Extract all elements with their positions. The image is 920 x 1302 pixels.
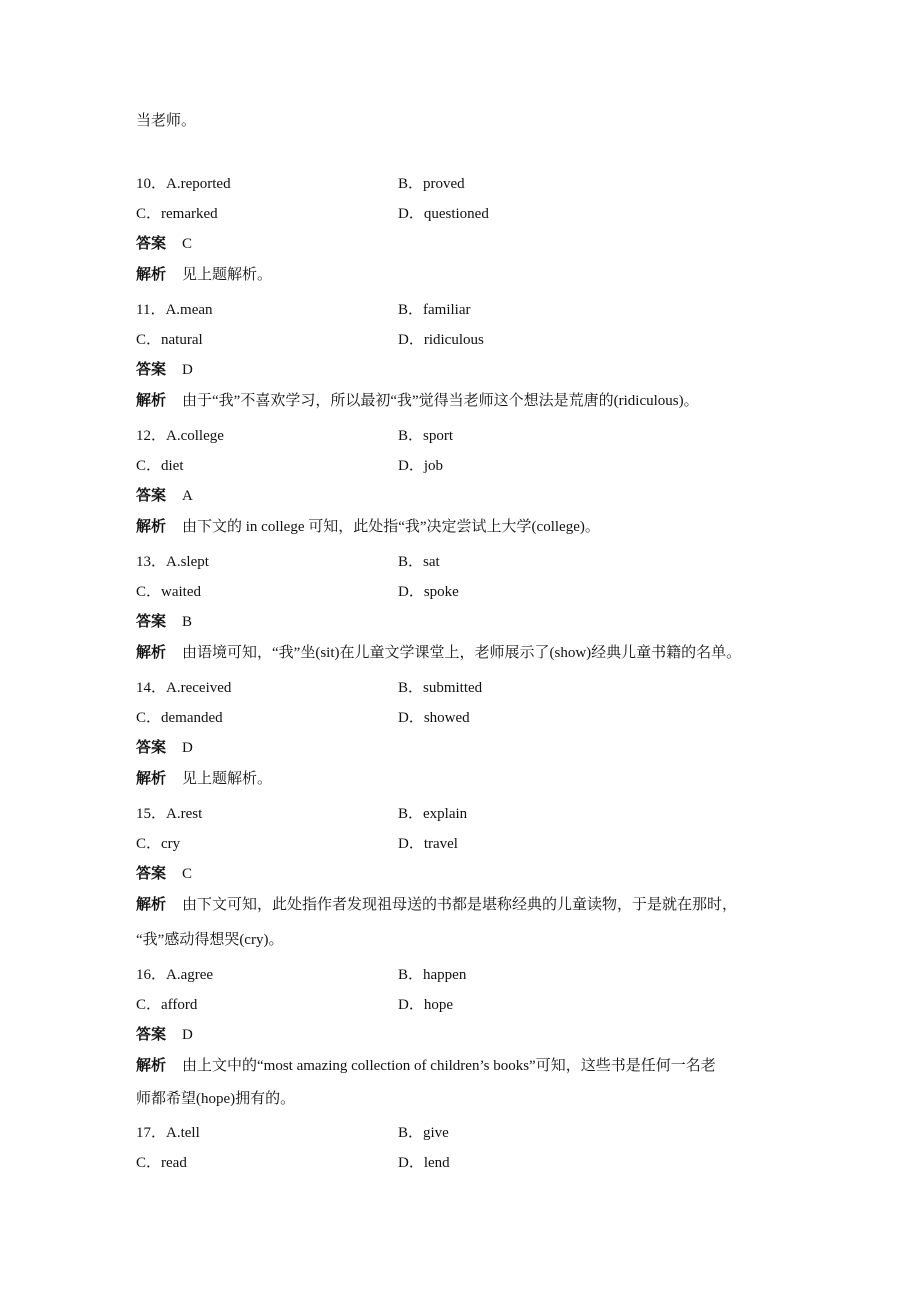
- analysis-text: 由上文中的“most amazing collection of children’s books”可知，这些书是任何一名老: [182, 1058, 716, 1074]
- answer-label: 答案: [136, 362, 167, 378]
- analysis-text: 见上题解析。: [182, 267, 273, 283]
- option-b: B．happen: [398, 967, 467, 983]
- option-a: A.college: [166, 428, 224, 444]
- analysis-label: 解析: [136, 897, 167, 913]
- question-10-row-cd: [136, 204, 489, 224]
- answer-line: [136, 612, 192, 632]
- analysis-line: [136, 265, 272, 285]
- analysis-label: 解析: [136, 519, 167, 535]
- question-17-row-cd: [136, 1153, 450, 1173]
- question-number: 15．: [136, 806, 167, 822]
- question-number: 17．: [136, 1125, 167, 1141]
- option-d: D．spoke: [398, 584, 459, 600]
- answer-line: [136, 738, 193, 758]
- question-number: 14．: [136, 680, 167, 696]
- analysis-continuation: 师都希望(hope)拥有的。: [136, 1091, 296, 1107]
- option-d: D．job: [398, 458, 444, 474]
- analysis-label: 解析: [136, 393, 167, 409]
- option-b: B．explain: [398, 806, 468, 822]
- question-12-row-ab: [136, 426, 454, 446]
- answer-value: D: [182, 362, 193, 378]
- question-13-row-ab: [136, 552, 440, 572]
- answer-line: [136, 1025, 193, 1045]
- option-c: C．natural: [136, 332, 203, 348]
- analysis-continuation: “我”感动得想哭(cry)。: [136, 932, 284, 948]
- answer-label: 答案: [136, 236, 167, 252]
- answer-value: A: [182, 488, 193, 504]
- analysis-label: 解析: [136, 771, 167, 787]
- option-a: A.reported: [166, 176, 231, 192]
- option-a: A.tell: [166, 1125, 200, 1141]
- question-number: 16．: [136, 967, 167, 983]
- option-d: D．questioned: [398, 206, 489, 222]
- option-d: D．ridiculous: [398, 332, 484, 348]
- analysis-text: 见上题解析。: [182, 771, 273, 787]
- answer-value: D: [182, 1027, 193, 1043]
- option-d: D．hope: [398, 997, 453, 1013]
- question-15-row-ab: [136, 804, 468, 824]
- question-16-row-cd: [136, 995, 453, 1015]
- question-number: 13．: [136, 554, 167, 570]
- question-11-row-ab: [136, 300, 471, 320]
- question-14-row-cd: [136, 708, 470, 728]
- answer-label: 答案: [136, 488, 167, 504]
- analysis-line: [136, 643, 741, 663]
- question-number: 10．: [136, 176, 167, 192]
- option-c: C．diet: [136, 458, 184, 474]
- question-10-row-ab: [136, 174, 465, 194]
- option-c: C．demanded: [136, 710, 223, 726]
- answer-value: B: [182, 614, 193, 630]
- analysis-line: [136, 517, 600, 537]
- answer-label: 答案: [136, 614, 167, 630]
- analysis-text: 由于“我”不喜欢学习，所以最初“我”觉得当老师这个想法是荒唐的(ridiculous)。: [182, 393, 699, 409]
- option-a: A.agree: [166, 967, 214, 983]
- answer-value: C: [182, 236, 193, 252]
- question-14-row-ab: [136, 678, 483, 698]
- option-b: B．sat: [398, 554, 440, 570]
- answer-value: D: [182, 740, 193, 756]
- answer-value: C: [182, 866, 193, 882]
- question-number: 12．: [136, 428, 167, 444]
- analysis-text: 由下文可知，此处指作者发现祖母送的书都是堪称经典的儿童读物，于是就在那时，: [182, 897, 738, 913]
- analysis-label: 解析: [136, 267, 167, 283]
- question-13-row-cd: [136, 582, 459, 602]
- option-c: C．cry: [136, 836, 181, 852]
- option-b: B．sport: [398, 428, 454, 444]
- option-d: D．showed: [398, 710, 470, 726]
- answer-label: 答案: [136, 740, 167, 756]
- answer-line: [136, 864, 192, 884]
- option-d: D．travel: [398, 836, 458, 852]
- answer-label: 答案: [136, 866, 167, 882]
- analysis-line: [136, 1056, 716, 1076]
- option-c: C．read: [136, 1155, 187, 1171]
- option-b: B．familiar: [398, 302, 471, 318]
- analysis-line: [136, 391, 699, 411]
- answer-line: [136, 486, 193, 506]
- analysis-line: [136, 895, 737, 915]
- analysis-text: 由语境可知，“我”坐(sit)在儿童文学课堂上，老师展示了(show)经典儿童书籍的名单。: [182, 645, 742, 661]
- analysis-label: 解析: [136, 645, 167, 661]
- analysis-line: [136, 769, 272, 789]
- option-b: B．give: [398, 1125, 449, 1141]
- question-11-row-cd: [136, 330, 484, 350]
- answer-line: [136, 234, 192, 254]
- question-16-row-ab: [136, 965, 467, 985]
- analysis-label: 解析: [136, 1058, 167, 1074]
- question-12-row-cd: [136, 456, 444, 476]
- answer-label: 答案: [136, 1027, 167, 1043]
- question-number: 11．: [136, 302, 166, 318]
- question-17-row-ab: [136, 1123, 449, 1143]
- answer-line: [136, 360, 193, 380]
- option-a: A.slept: [166, 554, 209, 570]
- option-b: B．proved: [398, 176, 465, 192]
- option-b: B．submitted: [398, 680, 483, 696]
- analysis-text: 由下文的 in college 可知，此处指“我”决定尝试上大学(college)。: [182, 519, 600, 535]
- option-c: C．remarked: [136, 206, 218, 222]
- option-d: D．lend: [398, 1155, 450, 1171]
- option-a: A.rest: [166, 806, 203, 822]
- option-a: A.received: [166, 680, 232, 696]
- option-a: A.mean: [165, 302, 213, 318]
- intro-tail: 当老师。: [136, 113, 197, 129]
- question-15-row-cd: [136, 834, 458, 854]
- option-c: C．afford: [136, 997, 198, 1013]
- option-c: C．waited: [136, 584, 201, 600]
